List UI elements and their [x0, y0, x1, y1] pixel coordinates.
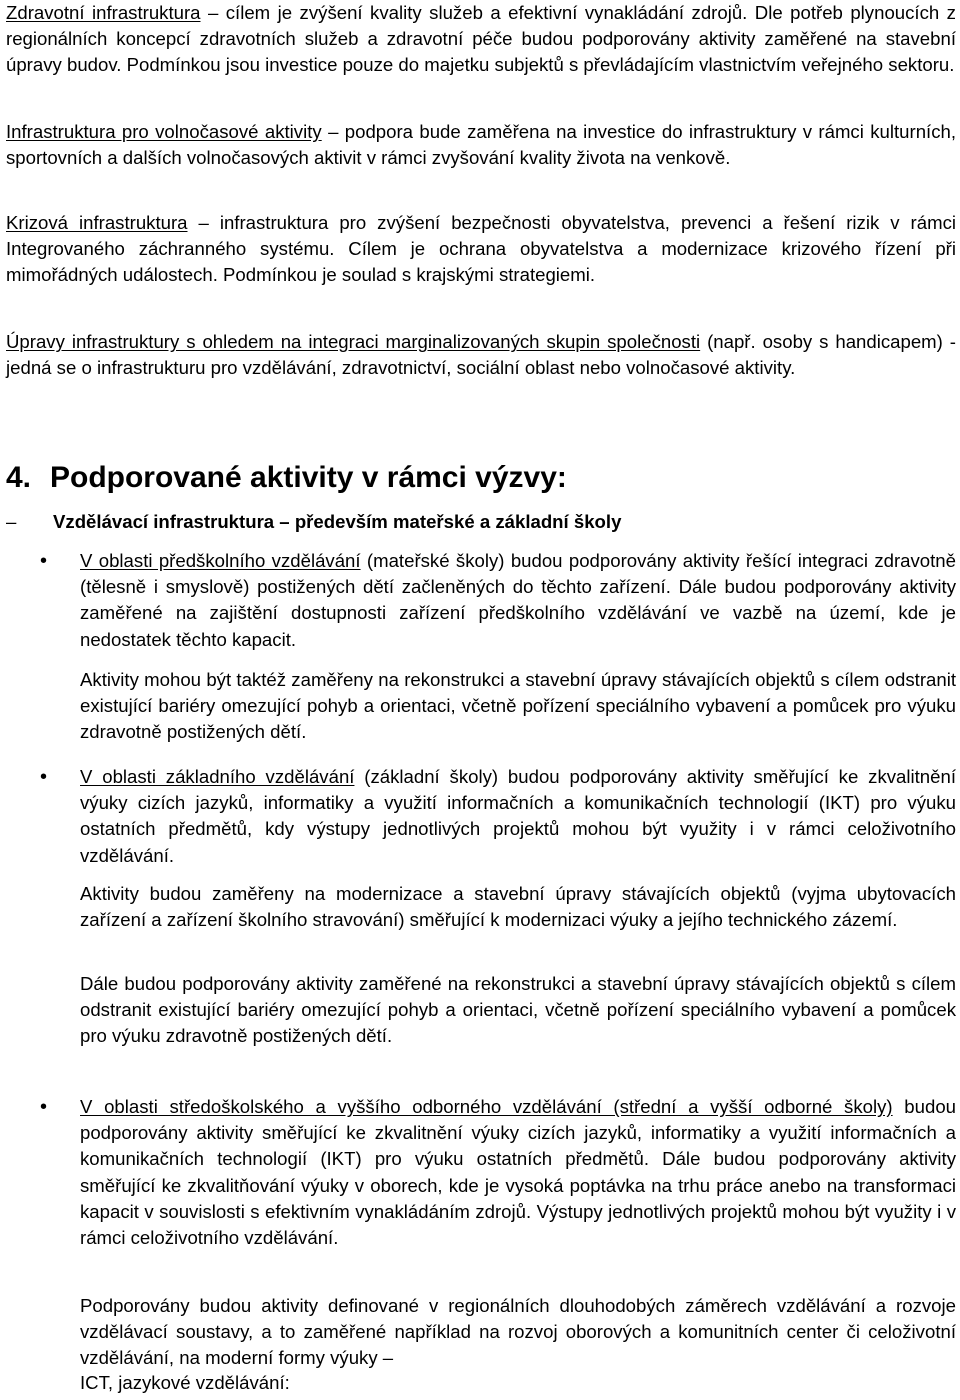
list-item-secondary — [80, 1094, 956, 1251]
list-item-preschool — [80, 548, 956, 653]
list-item-basic — [80, 764, 956, 869]
bullet-icon: • — [40, 766, 48, 788]
bullet-icon: • — [40, 550, 48, 572]
paragraph-text: (např. osoby s handicapem) - jedná se o infrastrukturu pro vzdělávání, zdravotnictví, sociální oblast nebo volnočasové aktivity. — [6, 331, 956, 379]
list-item-text: (základní školy) budou podporovány aktivity směřující ke zkvalitnění výuky cizích jazyků, informatiky a využití informačních a komunikačních technologií (IKT) pro výuku ostatních předmětů, kdy výstupy jednotlivých projektů mohou být využity i v rámci celoživotního vzdělávání. — [80, 766, 956, 866]
paragraph-basic-3: Dále budou podporovány aktivity zaměřené na rekonstrukci a stavební úpravy stávajících objektů s cílem odstranit existující bariéry omezující pohyb a orientaci, včetně pořízení speciálního vybavení a pomůcek pro výuku zdravotně postižených dětí. — [80, 973, 956, 1047]
dash-marker: – — [6, 511, 17, 532]
list-item-text: budou podporovány aktivity směřující ke zkvalitnění výuky cizích jazyků, informatiky a využití informačních a komunikačních technologií (IKT) pro výuku ostatních předmětů. Dále budou podporovány aktivity směřující ke zkvalitňování výuky v oborech, kde je vysoká poptávka na trhu práce anebo na transformaci kapacit v souvislosti s efektivním vynakládáním zdrojů. Výstupy jednotlivých projektů mohou být využity i v rámci celoživotního vzdělávání. — [80, 1096, 957, 1249]
term-crisis-infrastructure: Krizová infrastruktura — [6, 212, 188, 233]
paragraph-text: – cílem je zvýšení kvality služeb a efektivní vynakládání zdrojů. Dle potřeb plynoucích z regionálních koncepcí zdravotních služeb a zdravotní péče budou podporovány aktivity zaměřené na stavební úpravy budov. Podmínkou jsou investice pouze do majetku subjektů s převládajícím vlastnictvím veřejného sektoru. — [6, 2, 956, 76]
subsection-title: Vzdělávací infrastruktura – především mateřské a základní školy — [53, 511, 622, 532]
term-basic: V oblasti základního vzdělávání — [80, 766, 355, 787]
term-leisure-infrastructure: Infrastruktura pro volnočasové aktivity — [6, 121, 322, 142]
list-item-text: (mateřské školy) budou podporovány aktivity řešící integraci zdravotně (tělesně i smyslově) postižených dětí začleněných do těchto zařízení. Dále budou podporovány aktivity zaměřené na zajištění dostupnosti zařízení předškolního vzdělávání ve vazbě na území, kde je nedostatek těchto kapacit. — [80, 550, 956, 650]
subsection-heading — [6, 509, 621, 535]
paragraph-preschool-2: Aktivity mohou být taktéž zaměřeny na rekonstrukci a stavební úpravy stávajících objektů s cílem odstranit existující bariéry omezující pohyb a orientaci, včetně pořízení speciálního vybavení a pomůcek pro výuku zdravotně postižených dětí. — [80, 669, 956, 743]
section-heading — [6, 459, 567, 497]
paragraph-text: – infrastruktura pro zvýšení bezpečnosti obyvatelstva, prevenci a řešení rizik v rámci Integrovaného záchranného systému. Cílem je ochrana obyvatelstva a modernizace krizového řízení při mimořádných událostech. Podmínkou je soulad s krajskými strategiemi. — [6, 212, 956, 286]
paragraph-secondary-3: ICT, jazykové vzdělávání: — [80, 1372, 290, 1393]
paragraph-health-infrastructure — [6, 0, 956, 79]
term-preschool: V oblasti předškolního vzdělávání — [80, 550, 361, 571]
paragraph-basic-2: Aktivity budou zaměřeny na modernizace a stavební úpravy stávajících objektů (vyjma ubytovacích zařízení a zařízení školního stravování) směřující k modernizaci výuky a jejího technického zázemí. — [80, 883, 956, 931]
term-integration-infrastructure: Úpravy infrastruktury s ohledem na integraci marginalizovaných skupin společnosti — [6, 331, 701, 352]
paragraph-integration-infrastructure — [6, 329, 956, 381]
paragraph-text: – podpora bude zaměřena na investice do infrastruktury v rámci kulturních, sportovních a dalších volnočasových aktivit v rámci zvyšování kvality života na venkově. — [6, 121, 957, 169]
paragraph-crisis-infrastructure — [6, 210, 956, 289]
term-secondary: V oblasti středoškolského a vyššího odborného vzdělávání (střední a vyšší odborné školy) — [80, 1096, 893, 1117]
term-health-infrastructure: Zdravotní infrastruktura — [6, 2, 201, 23]
paragraph-leisure-infrastructure — [6, 119, 956, 171]
paragraph-secondary-2: Podporovány budou aktivity definované v regionálních dlouhodobých záměrech vzdělávání a rozvoje vzdělávací soustavy, a to zaměřené například na rozvoj oborových a komunitních center či celoživotní vzdělávání, na moderní formy výuky – — [80, 1295, 956, 1369]
section-title: Podporované aktivity v rámci výzvy: — [50, 461, 567, 494]
bullet-icon: • — [40, 1096, 48, 1118]
section-number: 4. — [6, 461, 32, 494]
